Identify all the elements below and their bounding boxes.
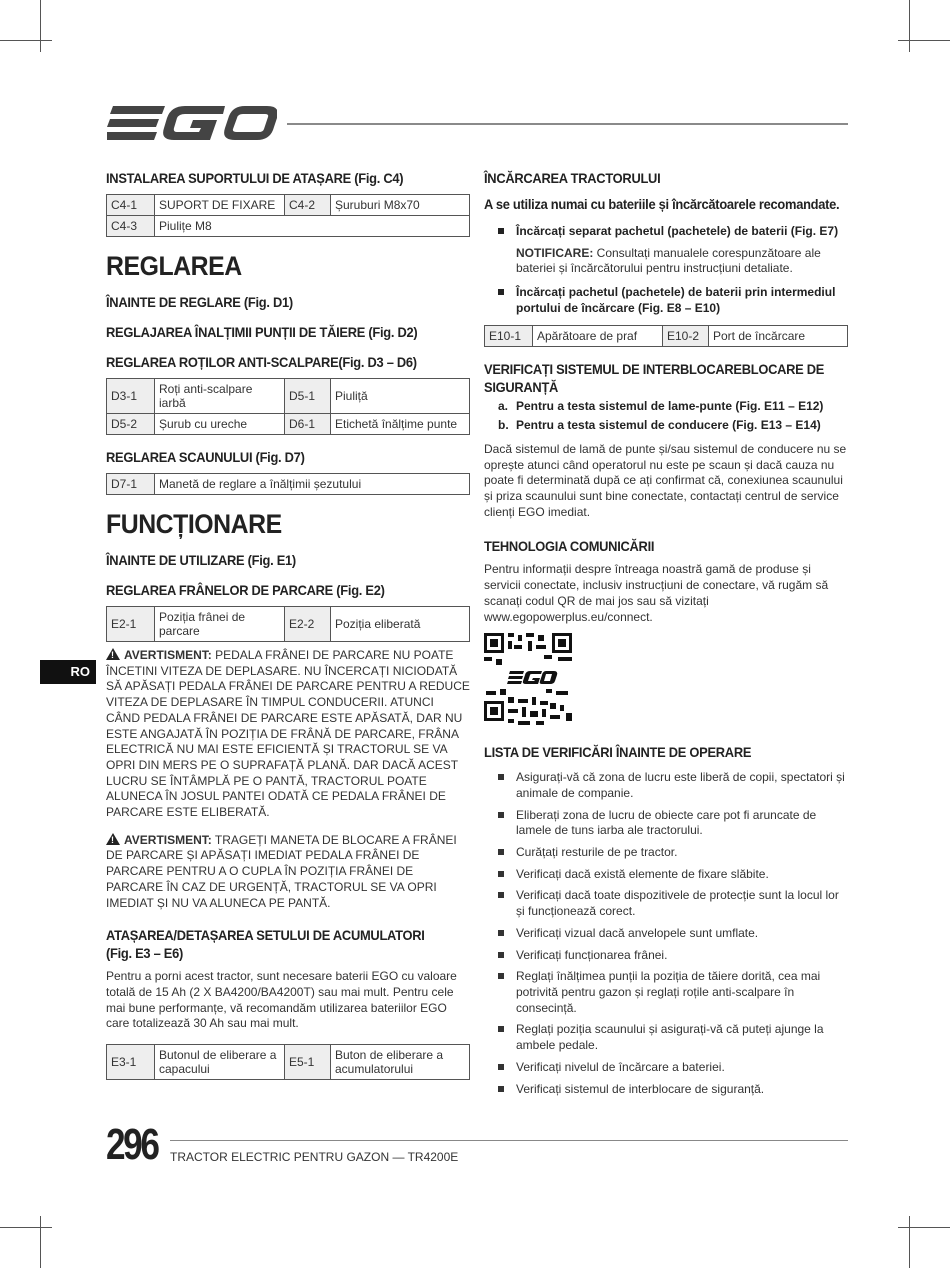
table-row: C4-3 Piulițe M8: [107, 216, 470, 237]
warning-label: AVERTISMENT:: [124, 832, 212, 847]
qr-code-icon[interactable]: [484, 633, 576, 725]
bullet-icon: [498, 871, 504, 877]
warning-2: [106, 833, 470, 912]
crop-mark: [40, 1216, 41, 1268]
list-item: Curățați resturile de pe tractor.: [484, 845, 848, 861]
heading-reglarea: REGLAREA: [106, 251, 242, 281]
list-item: Eliberați zona de lucru de obiecte care pot fi aruncate de lamele de tuns iarba ale tractorului.: [484, 808, 848, 839]
bullet-icon: [498, 952, 504, 958]
table-row: D7-1 Manetă de reglare a înălțimii șezutului: [107, 474, 470, 495]
table-row: D3-1 Roți anti-scalpare iarbă D5-1 Piuliță: [107, 379, 470, 414]
heading-inainte-reglare: ÎNAINTE DE REGLARE (Fig. D1): [106, 294, 293, 310]
heading-roti: REGLAREA ROȚILOR ANTI-SCALPARE(Fig. D3 – D6): [106, 354, 417, 370]
table-atasare: [106, 1044, 470, 1080]
paragraph-tehnologie: Pentru informații despre întreaga noastră gamă de produse și servicii conectate, inclusiv instrucțiuni de conectare, vă rugăm să scanați codul QR de mai jos sau să vizitați www.egopowerplus.eu/connect.: [484, 562, 829, 624]
bullet-icon: [498, 849, 504, 855]
list-item: Încărcați separat pachetul (pachetele) de baterii (Fig. E7): [484, 224, 848, 240]
heading-functionare: FUNCȚIONARE: [106, 509, 282, 539]
list-item: Încărcați pachetul (pachetele) de baterii prin intermediul portului de încărcare (Fig. E8 – E10): [484, 285, 848, 316]
notice-text: Consultați manualele corespunzătoare ale bateriei și încărcătorului pentru instrucțiuni detaliate.: [516, 245, 821, 276]
paragraph-atasare: Pentru a porni acest tractor, sunt necesare baterii EGO cu valoare totală de 15 Ah (2 X BA4200/BA4200T) sau mai mult. Pentru cele mai bune performanțe, vă recomandăm utilizarea bateriilor EGO care totalizează 30 Ah sau mai mult.: [106, 969, 457, 1031]
crop-mark: [898, 40, 950, 41]
table-frane: [106, 606, 470, 642]
list-item: Reglați înălțimea punții la poziția de tăiere dorită, cea mai potrivită pentru gazon și reglați roțile anti-scalpare în consecință.: [484, 969, 848, 1016]
heading-atasare: ATAȘAREA/DETAȘAREA SETULUI DE ACUMULATORI: [106, 927, 425, 944]
heading-incarcare: ÎNCĂRCAREA TRACTORULUI: [484, 170, 661, 186]
bullet-icon: [498, 930, 504, 936]
list-item: Verificați sistemul de interblocare de siguranță.: [484, 1082, 848, 1098]
list-item: Verificați nivelul de încărcare a bateriei.: [484, 1060, 848, 1076]
bullet-icon: [498, 1026, 504, 1032]
warning-text: PEDALA FRÂNEI DE PARCARE NU POATE ÎNCETINI VITEZA DE DEPLASARE. NU ÎNCERCAȚI NICIODATĂ SĂ APĂSAȚI PEDALA FRÂNEI DE PARCARE PENTRU A REDUCE VITEZA DE DEPLASARE ÎN TIMPUL CONDUCERII. ATUNCI CÂND PEDALA FRÂNEI DE PARCARE ESTE APĂSATĂ, DAR NU ESTE ANGAJATĂ ÎN POZIȚIA DE FRÂNĂ DE PARCARE, FRÂNA ELECTRICĂ NU MAI ESTE EFICIENTĂ ȘI TRACTORUL SE VA OPRI DIN MERS PE O SUPRAFAȚĂ PLANĂ. DAR DACĂ ACEST LUCRU SE ÎNTÂMPLĂ PE O PANTĂ, TRACTORUL POATE ALUNECA ÎN JOSUL PANTEI ODATĂ CE PEDALA FRÂNEI DE PARCARE ESTE ELIBERATĂ.: [106, 648, 470, 820]
notice-label: NOTIFICARE:: [516, 245, 594, 260]
list-item: Verificați dacă toate dispozitivele de protecție sunt la locul lor și funcționează corect.: [484, 888, 848, 919]
list-item: a. Pentru a testa sistemul de lame-punte (Fig. E11 – E12): [498, 398, 824, 413]
warning-1: [106, 648, 470, 821]
paragraph-verificare: Dacă sistemul de lamă de punte și/sau sistemul de conducere nu se oprește atunci când operatorul nu este pe scaun și dacă cauza nu poate fi determinată după ce ați confirmat că, conexiunea scaunului și priza scaunului sunt bine conectate, contactați centrul de service clienți EGO imediat.: [484, 441, 847, 519]
crop-mark: [909, 1216, 910, 1268]
table-incarcare: [484, 325, 848, 347]
list-item: b. Pentru a testa sistemul de conducere (Fig. E13 – E14): [498, 418, 821, 433]
list-item: Asigurați-vă că zona de lucru este liberă de copii, spectatori și animale de companie.: [484, 770, 848, 801]
bullet-icon: [498, 228, 504, 234]
footer-rule: [170, 1140, 848, 1141]
footer-title: TRACTOR ELECTRIC PENTRU GAZON — TR4200E: [170, 1150, 459, 1164]
list-item: Reglați poziția scaunului și asigurați-vă că puteți ajunge la ambele pedale.: [484, 1022, 848, 1053]
table-row: C4-1 SUPORT DE FIXARE C4-2 Șuruburi M8x70: [107, 195, 470, 216]
heading-tehnologie: TEHNOLOGIA COMUNICĂRII: [484, 538, 655, 555]
table-scaun: [106, 473, 470, 495]
page-number: 296: [106, 1120, 158, 1169]
bullet-icon: [498, 774, 504, 780]
bullet-icon: [498, 973, 504, 979]
heading-install: INSTALAREA SUPORTULUI DE ATAȘARE (Fig. C4): [106, 170, 404, 186]
crop-mark: [40, 0, 41, 52]
left-column: [106, 170, 470, 1094]
list-item: Verificați dacă există elemente de fixare slăbite.: [484, 867, 848, 883]
heading-reglaj-inaltime: REGLAJAREA ÎNALȚIMII PUNȚII DE TĂIERE (Fig. D2): [106, 324, 418, 340]
bullet-icon: [498, 892, 504, 898]
table-row: E10-1 Apărătoare de praf E10-2 Port de încărcare: [485, 325, 848, 346]
crop-mark: [0, 1227, 52, 1228]
language-tab: RO: [40, 660, 96, 684]
right-column: [484, 170, 848, 1103]
crop-mark: [909, 0, 910, 52]
warning-icon: !: [106, 648, 120, 660]
bullet-icon: [498, 1086, 504, 1092]
bullet-icon: [498, 289, 504, 295]
bullet-icon: [498, 812, 504, 818]
heading-scaun: REGLAREA SCAUNULUI (Fig. D7): [106, 449, 305, 465]
list-item: Verificați vizual dacă anvelopele sunt umflate.: [484, 926, 848, 942]
warning-icon: !: [106, 833, 120, 845]
table-roti: [106, 378, 470, 435]
heading-atasare-fig: (Fig. E3 – E6): [106, 945, 184, 962]
bullet-icon: [498, 1064, 504, 1070]
notice: [484, 246, 848, 277]
heading-verificare: VERIFICAȚI SISTEMUL DE INTERBLOCAREBLOCARE DE: [484, 360, 825, 377]
ego-logo: [107, 104, 277, 142]
table-row: E2-1 Poziția frânei de parcare E2-2 Poziția eliberată: [107, 607, 470, 642]
heading-lista: LISTA DE VERIFICĂRI ÎNAINTE DE OPERARE: [484, 744, 752, 761]
table-install: [106, 194, 470, 237]
crop-mark: [898, 1227, 950, 1228]
heading-frane: REGLAREA FRÂNELOR DE PARCARE (Fig. E2): [106, 582, 385, 598]
list-item: Verificați funcționarea frânei.: [484, 948, 848, 964]
incarcare-bold-note: A se utiliza numai cu bateriile și încărcătoarele recomandate.: [484, 196, 840, 212]
warning-text: TRAGEȚI MANETA DE BLOCARE A FRÂNEI DE PARCARE ȘI APĂSAȚI IMEDIAT PEDALA FRÂNEI DE PARCARE PENTRU A O CUPLA ÎN POZIȚIA FRÂNEI DE PARCARE ÎN CAZ DE URGENȚĂ, TRACTORUL SE VA OPRI IMEDIAT ȘI NU VA ALUNECA PE PANTĂ.: [106, 832, 457, 910]
crop-mark: [0, 40, 52, 41]
heading-verificare-2: SIGURANȚĂ: [484, 378, 559, 395]
table-row: E3-1 Butonul de eliberare a capacului E5-1 Buton de eliberare a acumulatorului: [107, 1045, 470, 1080]
heading-inainte-utilizare: ÎNAINTE DE UTILIZARE (Fig. E1): [106, 552, 296, 568]
warning-label: AVERTISMENT:: [124, 648, 212, 662]
header-rule: [287, 123, 848, 125]
table-row: D5-2 Șurub cu ureche D6-1 Etichetă înălțime punte: [107, 414, 470, 435]
